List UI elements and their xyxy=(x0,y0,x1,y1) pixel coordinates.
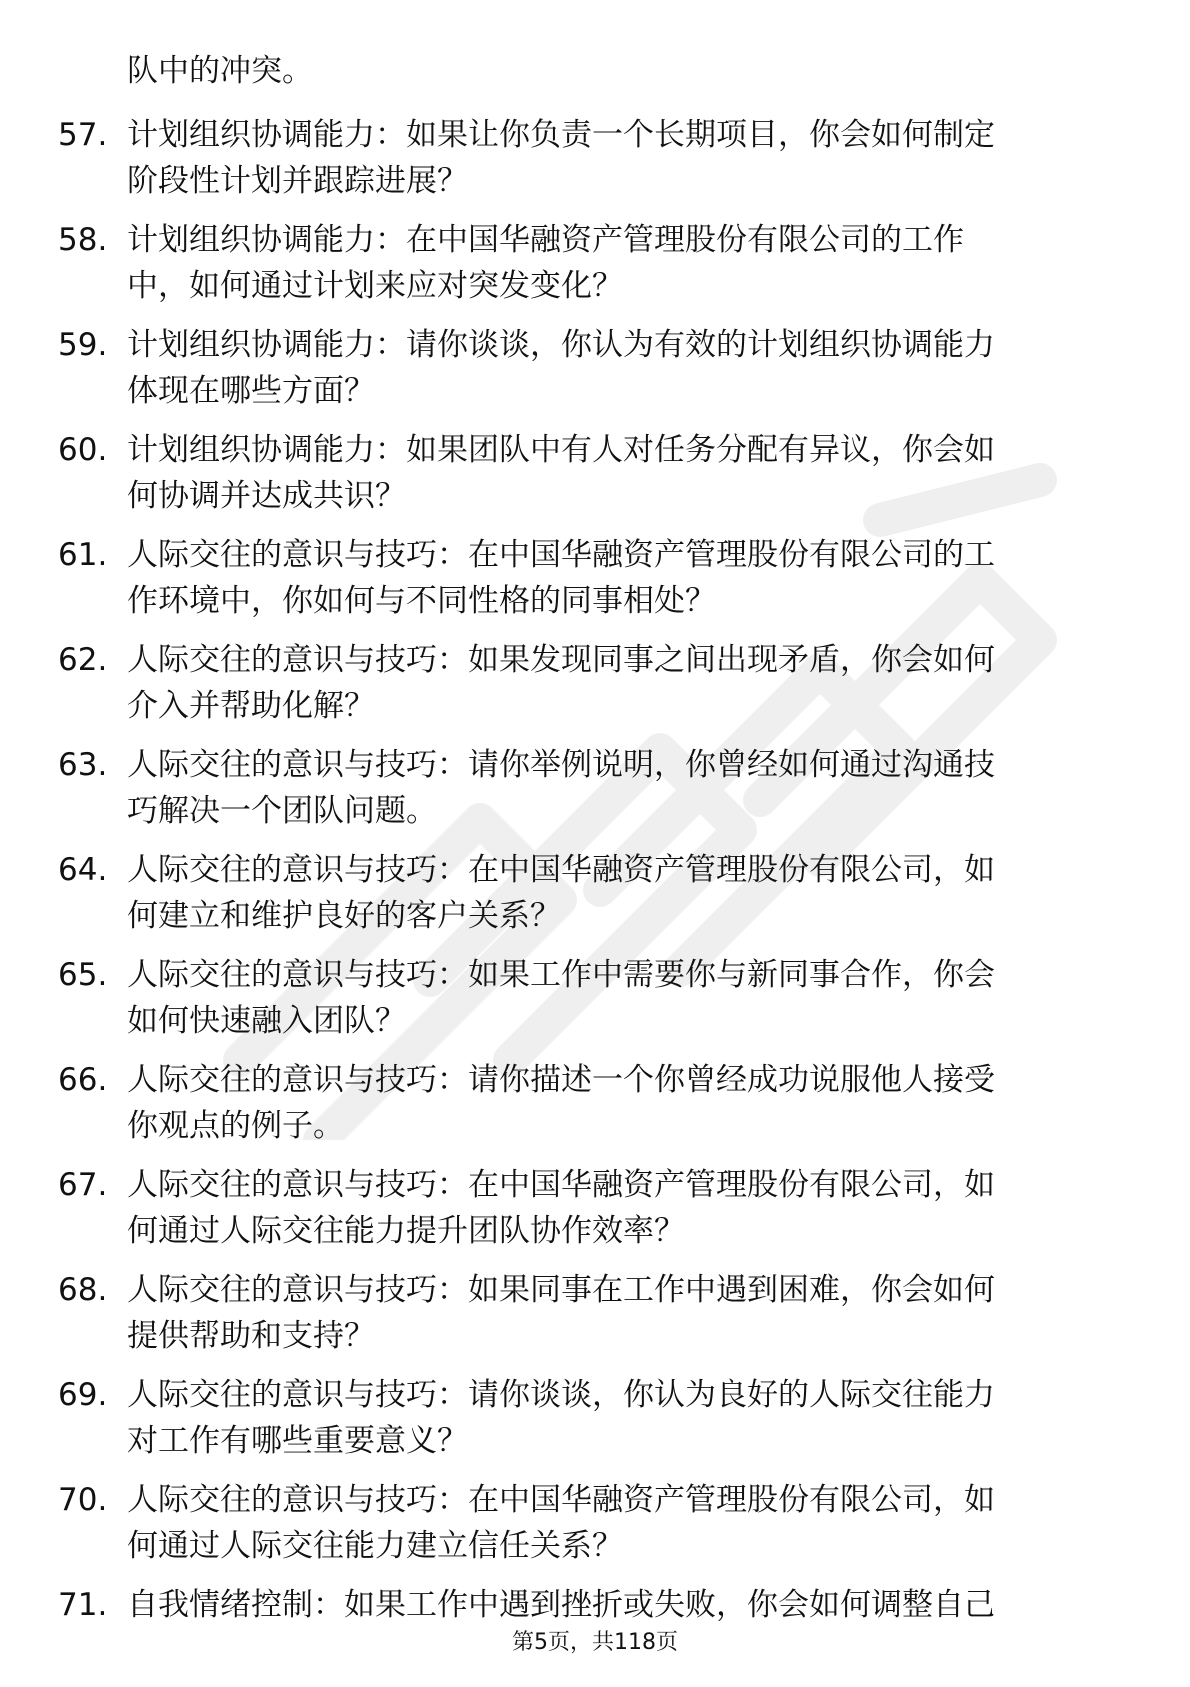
question-text-line: 自我情绪控制：如果工作中遇到挫折或失败，你会如何调整自己 xyxy=(127,1587,995,1623)
question-text-line: 计划组织协调能力：在中国华融资产管理股份有限公司的工作 xyxy=(127,222,964,258)
question-text xyxy=(127,217,1127,309)
question-text-line: 人际交往的意识与技巧：在中国华融资产管理股份有限公司的工 xyxy=(127,537,995,573)
question-text-line: 计划组织协调能力：如果团队中有人对任务分配有异议，你会如 xyxy=(127,432,995,468)
question-text xyxy=(127,847,1127,939)
question-text xyxy=(127,322,1127,414)
question-text-line: 人际交往的意识与技巧：在中国华融资产管理股份有限公司，如 xyxy=(127,852,995,888)
question-item xyxy=(0,742,1190,847)
question-text-line: 计划组织协调能力：如果让你负责一个长期项目，你会如何制定 xyxy=(127,117,995,153)
question-item xyxy=(0,952,1190,1057)
question-item xyxy=(0,1372,1190,1477)
question-item xyxy=(0,1162,1190,1267)
question-number: 65. xyxy=(58,957,108,993)
question-text xyxy=(127,532,1127,624)
continuation-text: 队中的冲突。 xyxy=(127,53,313,89)
question-item xyxy=(0,1057,1190,1162)
question-number: 71. xyxy=(58,1587,108,1623)
question-text xyxy=(127,742,1127,834)
question-text-line: 介入并帮助化解？ xyxy=(127,688,375,724)
question-item xyxy=(0,112,1190,217)
question-text-line: 人际交往的意识与技巧：如果同事在工作中遇到困难，你会如何 xyxy=(127,1272,995,1308)
question-text xyxy=(127,952,1127,1044)
question-text xyxy=(127,637,1127,729)
question-item xyxy=(0,1477,1190,1582)
question-text-line: 何协调并达成共识？ xyxy=(127,478,406,514)
question-number: 63. xyxy=(58,747,108,783)
question-list xyxy=(0,112,1190,1687)
question-text-line: 巧解决一个团队问题。 xyxy=(127,793,437,829)
question-text xyxy=(127,1057,1127,1149)
question-text-line: 人际交往的意识与技巧：如果工作中需要你与新同事合作，你会 xyxy=(127,957,995,993)
question-item xyxy=(0,637,1190,742)
question-number: 57. xyxy=(58,117,108,153)
question-item xyxy=(0,847,1190,952)
question-number: 62. xyxy=(58,642,108,678)
question-item xyxy=(0,217,1190,322)
question-number: 61. xyxy=(58,537,108,573)
question-text-line: 中，如何通过计划来应对突发变化？ xyxy=(127,268,623,304)
question-text xyxy=(127,1582,1127,1628)
question-text-line: 人际交往的意识与技巧：如果发现同事之间出现矛盾，你会如何 xyxy=(127,642,995,678)
question-text-line: 体现在哪些方面？ xyxy=(127,373,375,409)
question-number: 59. xyxy=(58,327,108,363)
question-text-line: 人际交往的意识与技巧：请你描述一个你曾经成功说服他人接受 xyxy=(127,1062,995,1098)
question-number: 60. xyxy=(58,432,108,468)
question-text-line: 作环境中，你如何与不同性格的同事相处？ xyxy=(127,583,716,619)
question-number: 70. xyxy=(58,1482,108,1518)
question-text-line: 人际交往的意识与技巧：请你谈谈，你认为良好的人际交往能力 xyxy=(127,1377,995,1413)
question-item xyxy=(0,427,1190,532)
question-number: 69. xyxy=(58,1377,108,1413)
question-text-line: 提供帮助和支持？ xyxy=(127,1318,375,1354)
question-text xyxy=(127,1162,1127,1254)
question-number: 64. xyxy=(58,852,108,888)
question-text-line: 人际交往的意识与技巧：请你举例说明，你曾经如何通过沟通技 xyxy=(127,747,995,783)
question-text-line: 人际交往的意识与技巧：在中国华融资产管理股份有限公司，如 xyxy=(127,1167,995,1203)
question-number: 68. xyxy=(58,1272,108,1308)
question-text-line: 何建立和维护良好的客户关系？ xyxy=(127,898,561,934)
question-item xyxy=(0,322,1190,427)
question-text xyxy=(127,112,1127,204)
question-text-line: 何通过人际交往能力提升团队协作效率？ xyxy=(127,1213,685,1249)
question-number: 58. xyxy=(58,222,108,258)
question-text-line: 你观点的例子。 xyxy=(127,1108,344,1144)
question-number: 67. xyxy=(58,1167,108,1203)
question-item xyxy=(0,532,1190,637)
question-number: 66. xyxy=(58,1062,108,1098)
question-text-line: 人际交往的意识与技巧：在中国华融资产管理股份有限公司，如 xyxy=(127,1482,995,1518)
question-text xyxy=(127,1372,1127,1464)
question-item xyxy=(0,1267,1190,1372)
question-text-line: 对工作有哪些重要意义？ xyxy=(127,1423,468,1459)
question-text-line: 如何快速融入团队？ xyxy=(127,1003,406,1039)
question-text-line: 计划组织协调能力：请你谈谈，你认为有效的计划组织协调能力 xyxy=(127,327,995,363)
question-text-line: 阶段性计划并跟踪进展？ xyxy=(127,163,468,199)
question-text xyxy=(127,427,1127,519)
question-text-line: 何通过人际交往能力建立信任关系？ xyxy=(127,1528,623,1564)
page-footer: 第5页，共118页 xyxy=(512,1630,678,1655)
question-text xyxy=(127,1477,1127,1569)
question-text xyxy=(127,1267,1127,1359)
